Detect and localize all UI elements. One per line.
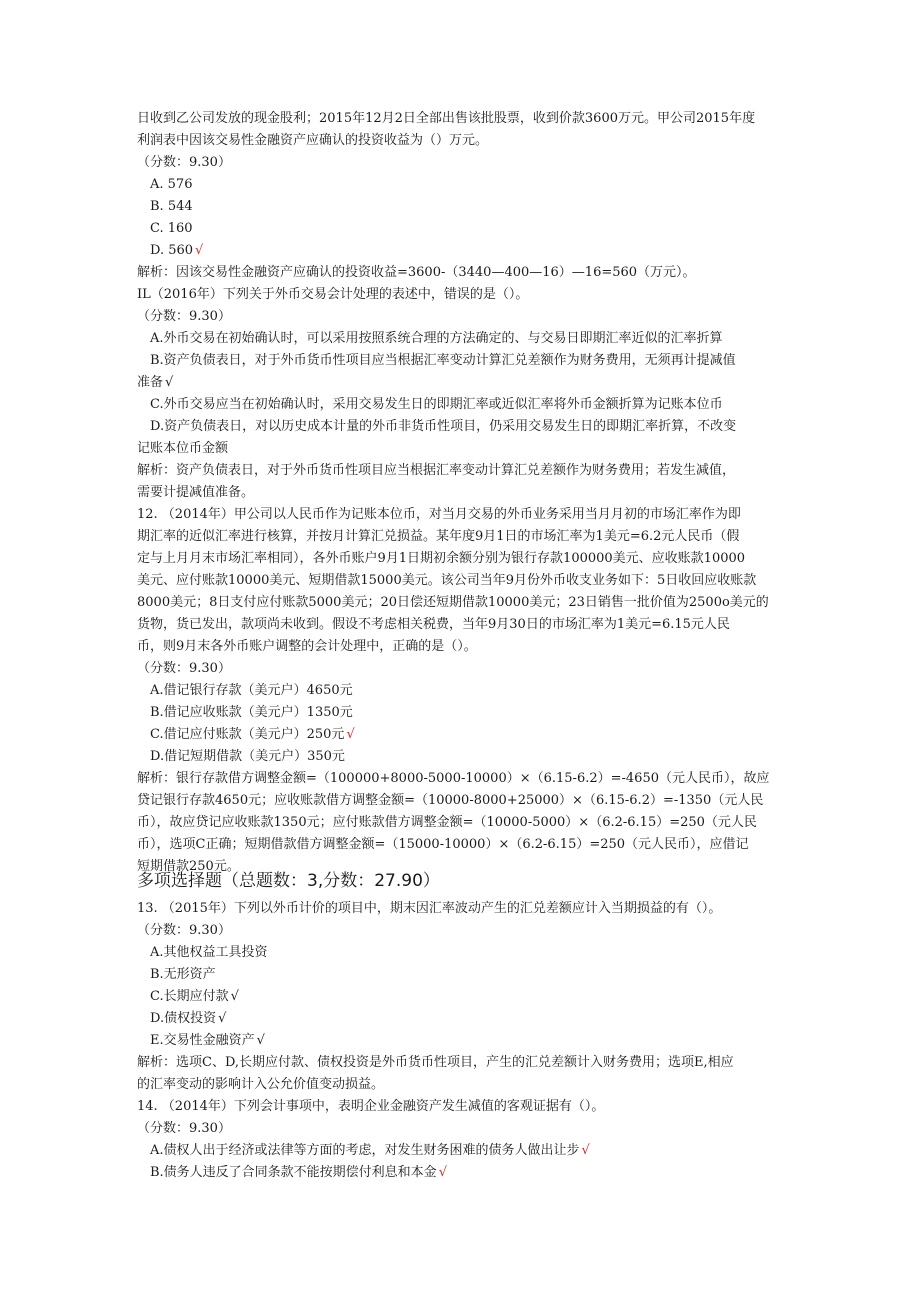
q12-option-c (150, 724, 355, 746)
q12-analysis-line-5: 短期借款250元。 (137, 859, 240, 874)
q10-option-b: B. 544 (150, 199, 193, 214)
q10-stem-line-2: 利润表中因该交易性金融资产应确认的投资收益为（）万元。 (137, 133, 489, 148)
q13-option-e (150, 1030, 265, 1052)
check-icon: √ (581, 1143, 590, 1158)
q10-option-c: C. 160 (150, 221, 193, 236)
check-icon: √ (346, 727, 355, 742)
q14-stem: 14. （2014年）下列会计事项中，表明企业金融资产发生减值的客观证据有（）。 (137, 1099, 605, 1114)
q14-option-b (150, 1162, 447, 1184)
q12-option-c-text: C.借记应付账款（美元户）250元 (150, 727, 345, 742)
q10-score: （分数：9.30） (137, 155, 231, 170)
q12-stem-line-7: 币，则9月末各外币账户调整的会计处理中，正确的是（）。 (137, 639, 477, 654)
q13-analysis-line-1: 解析：选项C、D,长期应付款、债权投资是外币货币性项目，产生的汇兑差额计入财务费用；选项E,相应 (137, 1055, 734, 1070)
q12-analysis-line-1: 解析：银行存款借方调整金额=（100000+8000-5000-10000）×（6.15-6.2）=-4650（元人民币），故应 (137, 771, 770, 786)
q10-analysis: 解析：因该交易性金融资产应确认的投资收益=3600-（3440—400—16）—16=560（万元）。 (137, 265, 696, 280)
q14-option-a (150, 1140, 590, 1162)
check-icon: √ (218, 1011, 227, 1026)
q13-stem: 13. （2015年）下列以外币计价的项目中，期末因汇率波动产生的汇兑差额应计入当期损益的有（）。 (137, 901, 722, 916)
q12-analysis-line-2: 贷记银行存款4650元；应收账款借方调整金额=（10000-8000+25000）×（6.15-6.2）=-1350（元人民 (137, 793, 764, 808)
q14-option-b-text: B.债务人违反了合同条款不能按期偿付利息和本金 (150, 1165, 437, 1180)
q12-stem-line-6: 货物，货已发出，款项尚未收到。假设不考虑相关税费，当年9月30日的市场汇率为1美元=6.15元人民 (137, 617, 730, 632)
q13-option-c-text: C.长期应付款 (150, 989, 229, 1004)
q12-stem-line-1: 12. （2014年）甲公司以人民币作为记账本位币，对当月交易的外币业务采用当月月初的市场汇率作为即 (137, 507, 741, 522)
q13-analysis-line-2: 的汇率变动的影响计入公允价值变动损益。 (137, 1077, 385, 1092)
q12-stem-line-2: 期汇率的近似汇率进行核算，并按月计算汇兑损益。某年度9月1日的市场汇率为1美元=6.2元人民币（假 (137, 529, 740, 544)
q13-option-d (150, 1008, 226, 1030)
q11-option-a: A.外币交易在初始确认时，可以采用按照系统合理的方法确定的、与交易日即期汇率近似的汇率折算 (150, 331, 723, 346)
q12-option-d: D.借记短期借款（美元户）350元 (150, 749, 345, 764)
check-icon: √ (256, 1033, 265, 1048)
q11-analysis-line-1: 解析：资产负债表日，对于外币货币性项目应当根据汇率变动计算汇兑差额作为财务费用；若发生减值， (137, 463, 736, 478)
q13-option-d-text: D.债权投资 (150, 1011, 217, 1026)
q13-option-b: B.无形资产 (150, 967, 216, 982)
check-icon: √ (438, 1165, 447, 1180)
q12-stem-line-5: 8000美元；8日支付应付账款5000美元；20日偿还短期借款10000美元；23日销售一批价值为2500o美元的 (137, 595, 769, 610)
q12-stem-line-4: 美元、应付账款10000美元、短期借款15000美元。该公司当年9月份外币收支业务如下：5日收回应收账款 (137, 573, 757, 588)
q13-option-c (150, 986, 239, 1008)
q12-option-b: B.借记应收账款（美元户）1350元 (150, 705, 353, 720)
q14-score: （分数：9.30） (137, 1121, 231, 1136)
q11-option-b-line-1: B.资产负债表日，对于外币货币性项目应当根据汇率变动计算汇兑差额作为财务费用，无须再计提减值 (150, 353, 736, 368)
q11-option-c: C.外币交易应当在初始确认时，采用交易发生日的即期汇率或近似汇率将外币金额折算为记账本位币 (150, 397, 723, 412)
q12-analysis-line-4: 币），选项C正确；短期借款借方调整金额=（15000-10000）×（6.2-6.15）=250（元人民币），应借记 (137, 837, 749, 852)
check-icon: √ (165, 375, 174, 390)
q14-option-a-text: A.债权人出于经济或法律等方面的考虑，对发生财务困难的债务人做出让步 (150, 1143, 580, 1158)
q13-option-a: A.其他权益工具投资 (150, 945, 268, 960)
section-heading: 多项选择题（总题数：3,分数：27.90） (137, 871, 440, 891)
q13-option-e-text: E.交易性金融资产 (150, 1033, 255, 1048)
q11-option-b-line-2 (137, 372, 173, 394)
q10-option-d-text: D. 560 (150, 243, 194, 258)
q10-option-d (150, 240, 203, 262)
check-icon: √ (230, 989, 239, 1004)
q11-analysis-line-2: 需要计提减值准备。 (137, 485, 255, 500)
q10-stem-line-1: 日收到乙公司发放的现金股利；2015年12月2日全部出售该批股票，收到价款3600万元。甲公司2015年度 (137, 111, 756, 126)
q12-analysis-line-3: 币），故应贷记应收账款1350元；应付账款借方调整金额=（10000-5000）×（6.2-6.15）=250（元人民 (137, 815, 757, 830)
q11-option-d-line-2: 记账本位币金额 (137, 441, 229, 456)
q12-score: （分数：9.30） (137, 661, 231, 676)
q12-option-a: A.借记银行存款（美元户）4650元 (150, 683, 353, 698)
q11-stem: IL（2016年）下列关于外币交易会计处理的表述中，错误的是（）。 (137, 287, 529, 302)
q11-option-b-line-2-text: 准备 (137, 375, 164, 390)
q13-score: （分数：9.30） (137, 923, 231, 938)
q11-option-d-line-1: D.资产负债表日，对以历史成本计量的外币非货币性项目，仍采用交易发生日的即期汇率折算，不改变 (150, 419, 737, 434)
q12-stem-line-3: 定与上月月末市场汇率相同），各外币账户9月1日期初余额分别为银行存款100000美元、应收账款10000 (137, 551, 746, 566)
q11-score: （分数：9.30） (137, 309, 231, 324)
check-icon: √ (195, 243, 204, 258)
q10-option-a: A. 576 (150, 177, 193, 192)
